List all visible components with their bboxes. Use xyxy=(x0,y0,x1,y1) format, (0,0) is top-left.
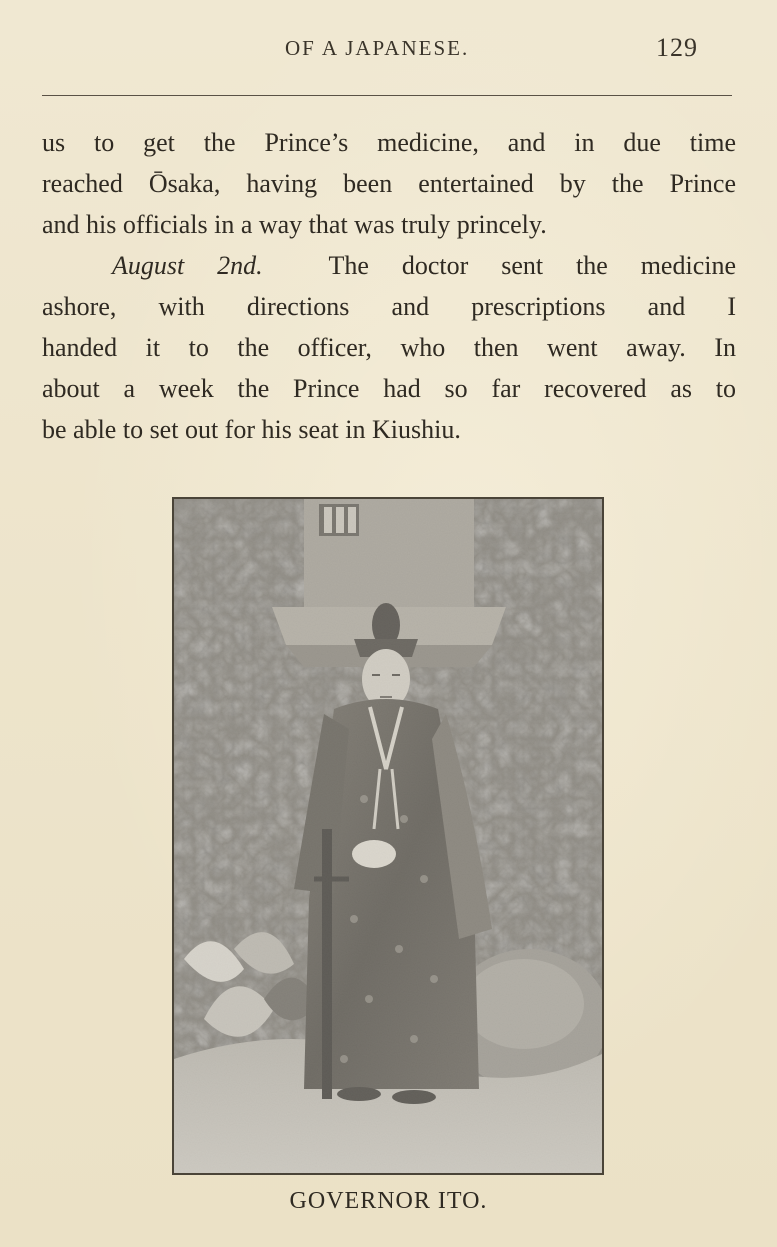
entry-date: August 2nd. xyxy=(112,251,263,280)
figure-caption: GOVERNOR ITO. xyxy=(289,1188,488,1214)
text-line: handed it to the officer, who then went away. In xyxy=(42,333,736,362)
text-line: us to get the Prince’s medicine, and in due time xyxy=(42,128,736,157)
entry-first-line-text: The doctor sent the medicine xyxy=(328,251,737,280)
page-number: 129 xyxy=(656,33,698,62)
text-line: and his officials in a way that was truly princely. xyxy=(42,210,547,239)
text-line: ashore, with directions and prescriptions and I xyxy=(42,292,736,321)
portrait-illustration xyxy=(174,499,602,1173)
portrait-photograph xyxy=(172,497,604,1175)
text-line: about a week the Prince had so far recovered as to xyxy=(42,374,736,403)
text-line: be able to set out for his seat in Kiushiu. xyxy=(42,415,461,444)
diary-entry-line xyxy=(42,245,736,286)
body-text xyxy=(42,122,736,450)
header-rule xyxy=(42,95,732,96)
running-head: OF A JAPANESE. xyxy=(285,36,470,60)
text-line: reached Ōsaka, having been entertained by the Prince xyxy=(42,169,736,198)
